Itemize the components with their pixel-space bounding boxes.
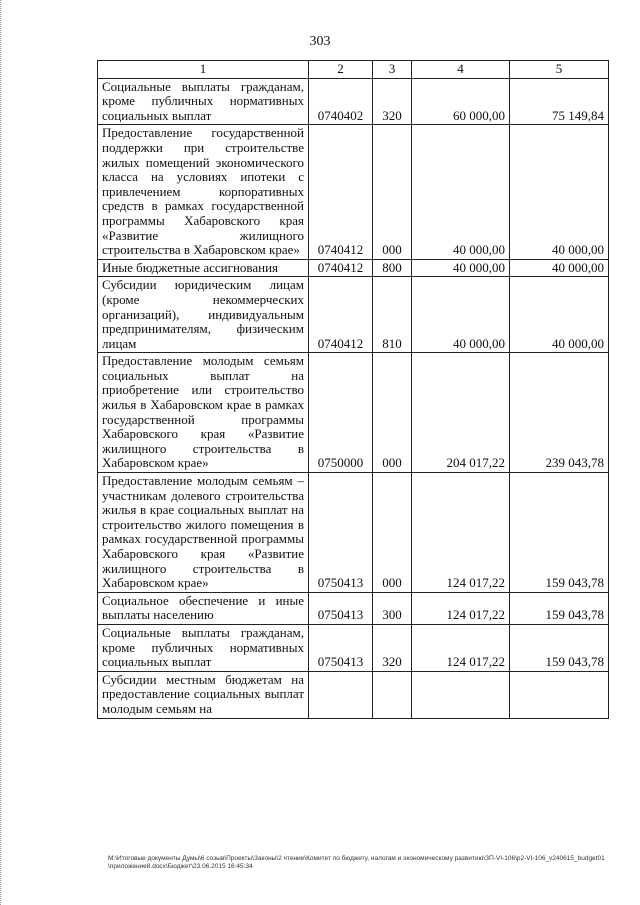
row-kind: 320 (373, 624, 412, 671)
row-description: Социальные выплаты гражданам, кроме публичных нормативных социальных выплат (98, 624, 309, 671)
row-amount-1: 124 017,22 (412, 624, 510, 671)
budget-table (97, 60, 609, 719)
row-amount-1 (412, 671, 510, 718)
row-amount-1: 40 000,00 (412, 277, 510, 353)
row-amount-2: 75 149,84 (510, 78, 609, 125)
row-kind: 800 (373, 259, 412, 277)
row-description: Субсидии юридическим лицам (кроме некоммерческих организаций), индивидуальным предпринимателям, физическим лицам (98, 277, 309, 353)
table-row (98, 353, 609, 473)
scan-edge (0, 0, 4, 905)
table-row (98, 125, 609, 259)
row-amount-2: 239 043,78 (510, 353, 609, 473)
row-kind: 810 (373, 277, 412, 353)
header-col-3: 3 (373, 61, 412, 79)
header-col-1: 1 (98, 61, 309, 79)
document-file-path: M:\Итоговые документы Думы\6 созыв\Проекты\Законы\2 чтение\Комитет по бюджету, налогам и экономическому развитию\ЗП-VI-106\р2-VI-106_v240615_budget01\приложение8.docx\Бюджет\23.06.2015 16:45:34 (108, 855, 605, 870)
row-description: Социальное обеспечение и иные выплаты населению (98, 592, 309, 624)
row-amount-1: 40 000,00 (412, 125, 510, 259)
row-description: Субсидии местным бюджетам на предоставление социальных выплат молодым семьям на (98, 671, 309, 718)
row-amount-2 (510, 671, 609, 718)
row-amount-1: 124 017,22 (412, 592, 510, 624)
table-row (98, 473, 609, 593)
row-amount-1: 204 017,22 (412, 353, 510, 473)
row-amount-2: 40 000,00 (510, 125, 609, 259)
row-description: Предоставление молодым семьям социальных выплат на приобретение или строительство жилья в Хабаровском крае в рамках государственной программы Хабаровского края «Развитие жилищного строительства в Хабаровском крае» (98, 353, 309, 473)
header-col-5: 5 (510, 61, 609, 79)
row-code: 0750413 (309, 624, 373, 671)
row-code: 0750413 (309, 473, 373, 593)
row-code: 0740402 (309, 78, 373, 125)
table-row (98, 277, 609, 353)
header-col-2: 2 (309, 61, 373, 79)
table-row (98, 671, 609, 718)
row-kind: 000 (373, 473, 412, 593)
row-amount-2: 159 043,78 (510, 473, 609, 593)
page-number: 303 (309, 34, 331, 49)
row-kind: 320 (373, 78, 412, 125)
row-amount-2: 159 043,78 (510, 624, 609, 671)
row-code (309, 671, 373, 718)
row-kind: 000 (373, 125, 412, 259)
row-amount-1: 124 017,22 (412, 473, 510, 593)
table-row (98, 624, 609, 671)
table-row (98, 78, 609, 125)
row-amount-1: 40 000,00 (412, 259, 510, 277)
row-code: 0740412 (309, 125, 373, 259)
row-amount-2: 40 000,00 (510, 259, 609, 277)
table-header-row (98, 61, 609, 79)
row-code: 0750413 (309, 592, 373, 624)
row-amount-1: 60 000,00 (412, 78, 510, 125)
table-row (98, 259, 609, 277)
header-col-4: 4 (412, 61, 510, 79)
row-description: Предоставление молодым семьям – участникам долевого строительства жилья в крае социальных выплат на строительство жилого помещения в рамках государственной программы Хабаровского края «Развитие жилищного строительства в Хабаровском крае» (98, 473, 309, 593)
row-code: 0740412 (309, 277, 373, 353)
table-row (98, 592, 609, 624)
row-description: Социальные выплаты гражданам, кроме публичных нормативных социальных выплат (98, 78, 309, 125)
row-description: Иные бюджетные ассигнования (98, 259, 309, 277)
row-kind: 000 (373, 353, 412, 473)
row-kind (373, 671, 412, 718)
row-description: Предоставление государственной поддержки при строительстве жилых помещений экономического класса на условиях ипотеки с привлечением корпоративных средств в рамках государственной программы Хабаровского края «Развитие жилищного строительства в Хабаровском крае» (98, 125, 309, 259)
row-amount-2: 40 000,00 (510, 277, 609, 353)
row-kind: 300 (373, 592, 412, 624)
row-amount-2: 159 043,78 (510, 592, 609, 624)
row-code: 0750000 (309, 353, 373, 473)
row-code: 0740412 (309, 259, 373, 277)
